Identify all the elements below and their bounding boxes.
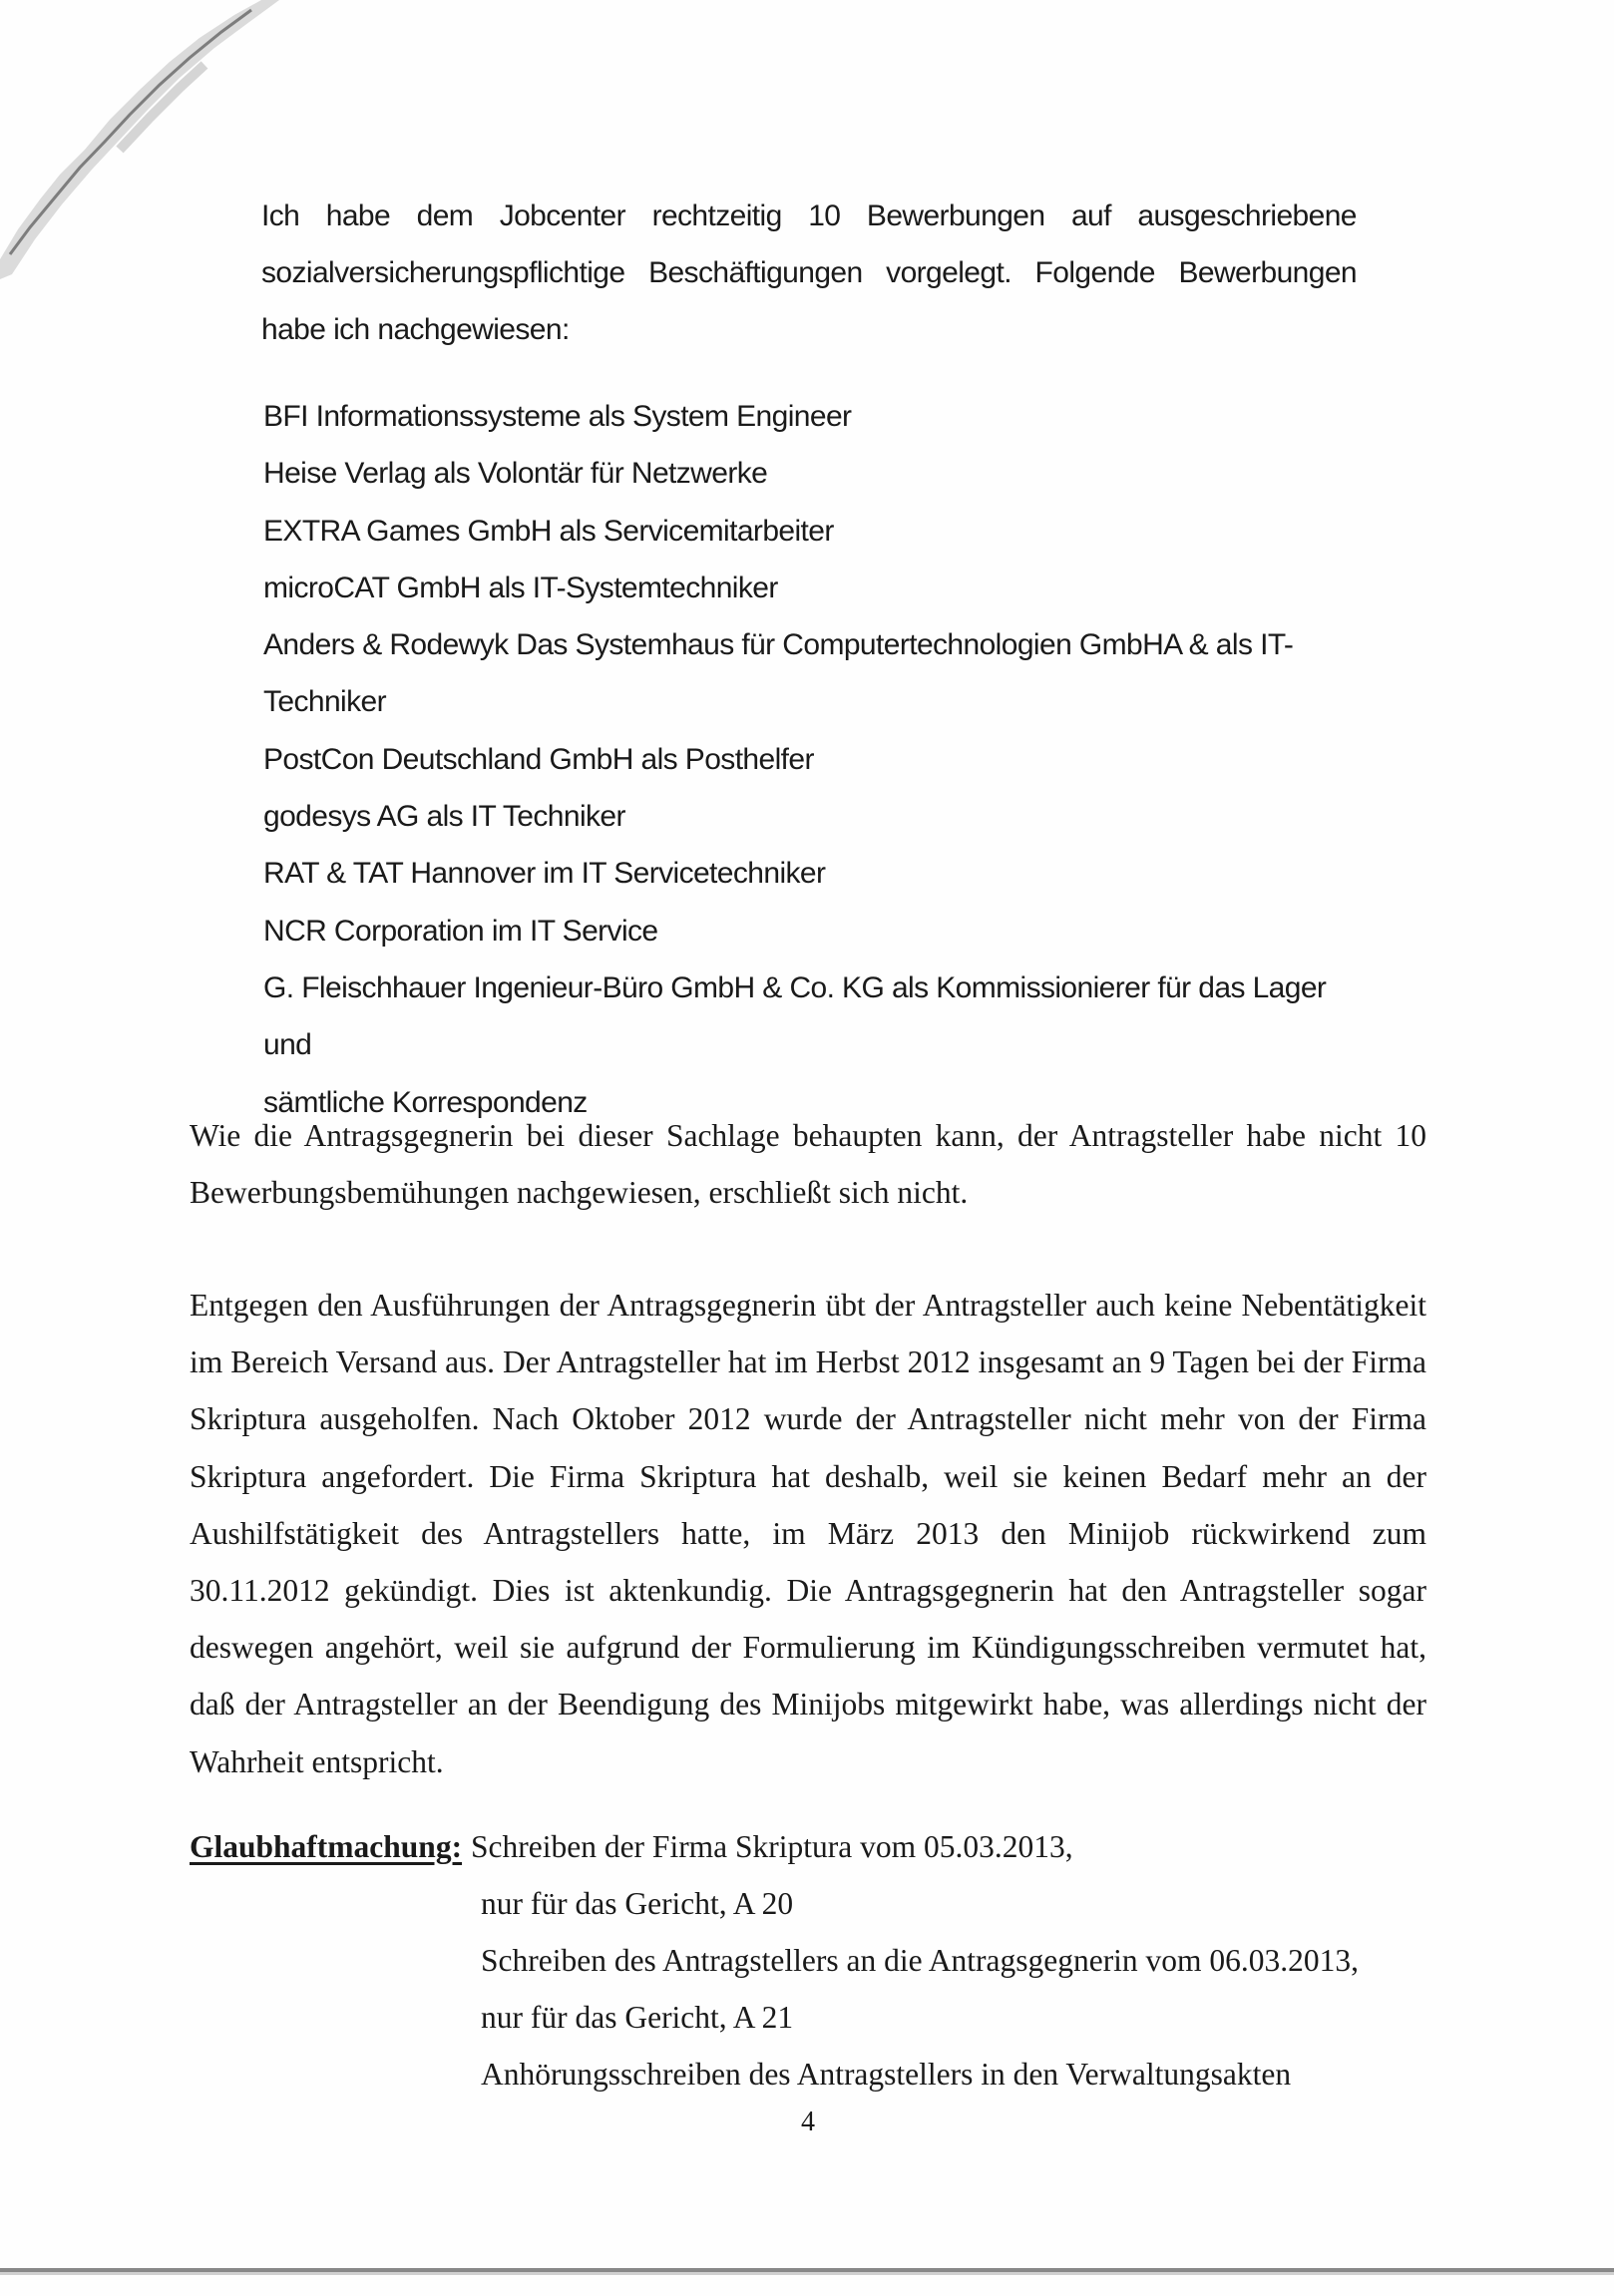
evidence-item: Anhörungsschreiben des Antragstellers in den Verwaltungsakten bbox=[481, 2057, 1292, 2092]
scan-corner-artifact bbox=[0, 0, 279, 279]
intro-word: dem bbox=[416, 199, 474, 232]
application-entry: EXTRA Games GmbH als Servicemitarbeiter bbox=[263, 514, 834, 548]
intro-word: Bewerbungen bbox=[866, 199, 1045, 232]
application-entry: godesys AG als IT Techniker bbox=[263, 800, 625, 834]
scan-bottom-edge bbox=[0, 2264, 1614, 2278]
paragraph-applications-claim: Wie die Antragsgegnerin bei dieser Sachlage behaupten kann, der Antragsteller habe nicht 10 Bewerbungsbemühungen nachgewiesen, erschließt sich nicht. bbox=[190, 1118, 1426, 1211]
evidence-label: Glaubhaftmachung: bbox=[190, 1829, 463, 1864]
application-entry: RAT & TAT Hannover im IT Servicetechniker bbox=[263, 857, 826, 891]
intro-text: sozialversicherungspflichtige Beschäftigungen vorgelegt. Folgende Bewerbungen habe ich nachgewiesen: bbox=[261, 256, 1357, 346]
application-entry: Anders & Rodewyk Das Systemhaus für Computertechnologien GmbHA & als IT- bbox=[263, 628, 1294, 662]
intro-word: 10 bbox=[808, 199, 841, 232]
application-entry: sämtliche Korrespondenz bbox=[263, 1085, 588, 1119]
application-entry: PostCon Deutschland GmbH als Posthelfer bbox=[263, 742, 814, 776]
evidence-item: nur für das Gericht, A 20 bbox=[481, 1886, 794, 1921]
application-entry: microCAT GmbH als IT-Systemtechniker bbox=[263, 571, 778, 604]
application-entry: Heise Verlag als Volontär für Netzwerke bbox=[263, 457, 768, 491]
application-entry: G. Fleischhauer Ingenieur-Büro GmbH & Co. KG als Kommissionierer für das Lager und bbox=[263, 970, 1327, 1062]
intro-word: Jobcenter bbox=[499, 199, 626, 232]
intro-word: habe bbox=[325, 199, 391, 232]
intro-word: Ich bbox=[261, 199, 300, 232]
intro-paragraph bbox=[261, 188, 1357, 358]
application-list bbox=[263, 388, 1361, 1131]
paragraph-side-job: Entgegen den Ausführungen der Antragsgegnerin übt der Antragsteller auch keine Nebentätigkeit im Bereich Versand aus. Der Antragsteller hat im Herbst 2012 insgesamt an 9 Tagen bei der Firma Skriptura ausgeholfen. Nach Oktober 2012 wurde der Antragsteller nicht mehr von der Firma Skriptura angefordert. Die Firma Skriptura hat deshalb, weil sie keinen Bedarf mehr an der Aushilfstätigkeit des Antragstellers hatte, im März 2013 den Minijob rückwirkend zum 30.11.2012 gekündigt. Dies ist aktenkundig. Die Antragsgegnerin hat den Antragsteller sogar deswegen angehört, weil sie aufgrund der Formulierung im Kündigungsschreiben vermutet hat, daß der Antragsteller an der Beendigung des Minijobs mitgewirkt habe, was allerdings nicht der Wahrheit entspricht. bbox=[190, 1288, 1426, 1779]
evidence-section bbox=[190, 1818, 1426, 2103]
application-entry: BFI Informationssysteme als System Engineer bbox=[263, 400, 852, 433]
evidence-item: Schreiben der Firma Skriptura vom 05.03.2013, bbox=[471, 1829, 1073, 1864]
evidence-item: nur für das Gericht, A 21 bbox=[481, 2000, 794, 2035]
intro-word: rechtzeitig bbox=[651, 199, 782, 232]
application-entry: NCR Corporation im IT Service bbox=[263, 914, 658, 948]
application-entry: Techniker bbox=[263, 685, 386, 719]
evidence-first-row bbox=[190, 1818, 1426, 1875]
evidence-item: Schreiben des Antragstellers an die Antragsgegnerin vom 06.03.2013, bbox=[481, 1943, 1360, 1978]
page-number: 4 bbox=[801, 2106, 815, 2137]
intro-word: auf bbox=[1070, 199, 1111, 232]
intro-word: ausgeschriebene bbox=[1137, 199, 1357, 232]
intro-first-line bbox=[261, 188, 1357, 244]
